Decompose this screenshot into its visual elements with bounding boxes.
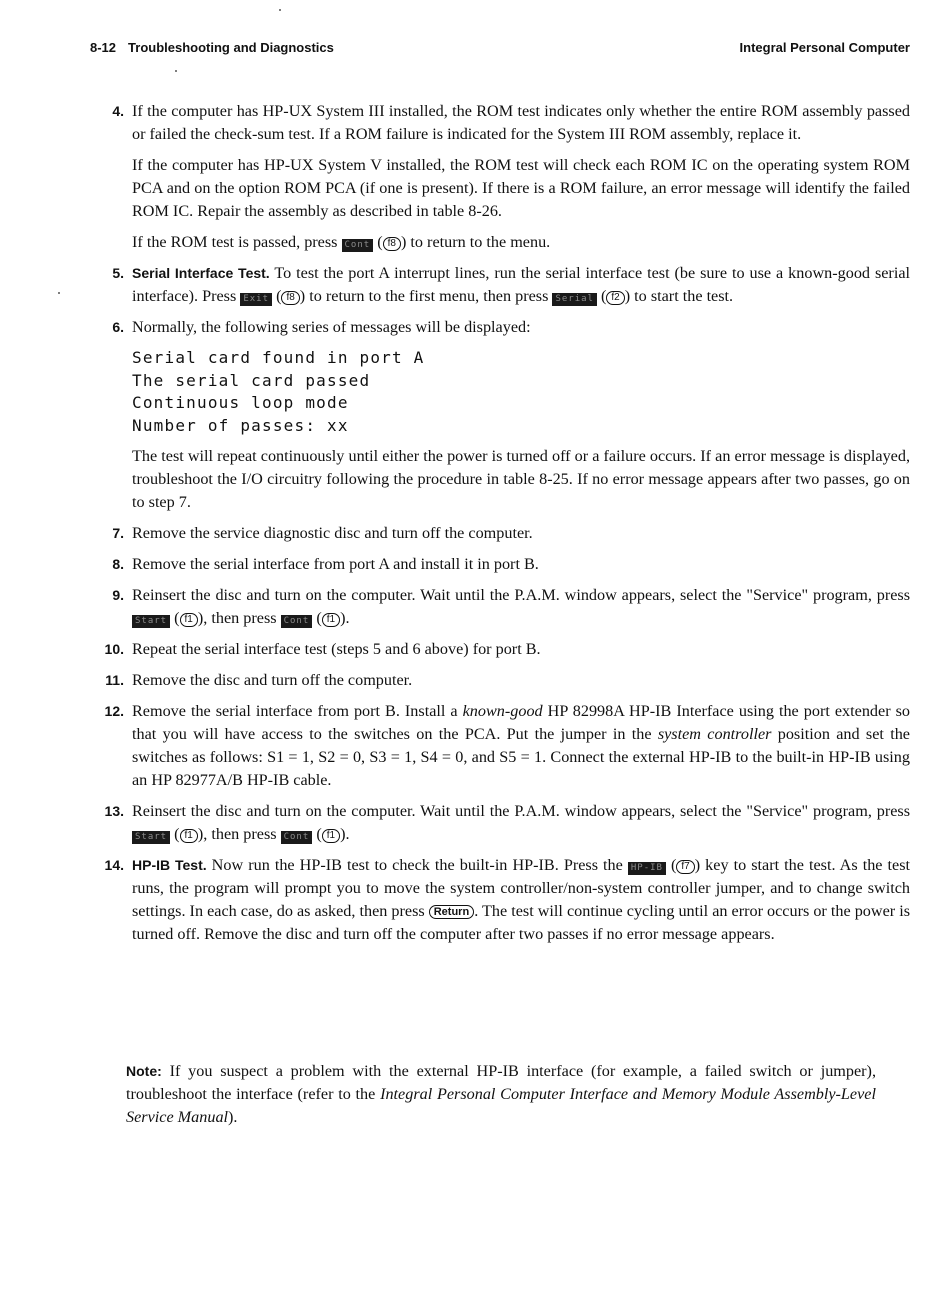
step-paragraph: Remove the service diagnostic disc and turn off the computer. bbox=[132, 524, 533, 542]
text-run: HP 82998A HP-IB Interface using the port extender so that you will have access to the switches on the PCA. Put the jumper in the bbox=[132, 702, 910, 743]
text-run: position and set the switches as follows: S1 = 1, S2 = 0, S3 = 1, S4 = 0, and S5 = 1. Connect the external HP-IB to the built-in HP-IB using an HP 82977A/B HP-IB cable. bbox=[132, 725, 910, 789]
step-number: 5. bbox=[112, 265, 124, 281]
step-11 bbox=[105, 669, 910, 692]
step-paragraph: If the computer has HP-UX System III installed, the ROM test indicates only whether the entire ROM assembly passed or failed the check-sum test. If a ROM failure is indicated for the System III ROM assembly, replace it. bbox=[132, 102, 910, 143]
text-run: ), then press bbox=[197, 825, 277, 843]
step-7 bbox=[112, 522, 910, 545]
manual-reference: Integral Personal Computer Interface and Memory Module Assembly-Level Service Manual bbox=[126, 1085, 876, 1126]
step-12 bbox=[104, 700, 910, 792]
note-block bbox=[126, 1060, 876, 1129]
step-paragraph bbox=[132, 262, 910, 308]
text-run: ( bbox=[596, 287, 607, 305]
fkey-f1: f1 bbox=[180, 613, 198, 627]
softkey-hpib: HP-IB bbox=[628, 862, 666, 875]
step-number: 9. bbox=[112, 587, 124, 603]
fkey-f1: f1 bbox=[180, 829, 198, 843]
scan-speck bbox=[58, 292, 60, 294]
text-run: ). bbox=[340, 825, 350, 843]
manual-title: Integral Personal Computer bbox=[739, 40, 910, 55]
fkey-f7: f7 bbox=[676, 860, 694, 874]
text-run: ) to start the test. bbox=[624, 287, 734, 305]
step-14 bbox=[104, 854, 910, 946]
softkey-start: Start bbox=[132, 615, 170, 628]
step-paragraph: Remove the serial interface from port A and install it in port B. bbox=[132, 555, 539, 573]
text-run: ( bbox=[170, 825, 180, 843]
step-paragraph bbox=[132, 800, 910, 846]
step-paragraph bbox=[132, 231, 910, 254]
step-paragraph: Repeat the serial interface test (steps 5 and 6 above) for port B. bbox=[132, 640, 541, 658]
section-title: Troubleshooting and Diagnostics bbox=[128, 40, 334, 55]
text-run: ) to return to the menu. bbox=[400, 233, 551, 251]
text-run: ( bbox=[312, 609, 322, 627]
text-run: Remove the serial interface from port B. Install a bbox=[132, 702, 463, 720]
step-8 bbox=[112, 553, 910, 576]
text-run: If you suspect a problem with the external HP-IB interface (for example, a failed switch or jumper), troubleshoot the interface (refer to the bbox=[126, 1062, 876, 1103]
text-run: ). bbox=[228, 1108, 238, 1126]
text-run: ( bbox=[272, 287, 282, 305]
step-paragraph bbox=[132, 584, 910, 630]
fkey-f1: f1 bbox=[322, 829, 340, 843]
page-header bbox=[90, 40, 910, 55]
text-run: ) to return to the first menu, then press bbox=[299, 287, 549, 305]
step-6 bbox=[112, 316, 910, 514]
step-number: 7. bbox=[112, 525, 124, 541]
return-key: Return bbox=[429, 905, 474, 919]
text-run: If the ROM test is passed, press bbox=[132, 233, 338, 251]
text-run: Reinsert the disc and turn on the computer. Wait until the P.A.M. window appears, select the "Service" program, press bbox=[132, 802, 910, 820]
step-paragraph: Normally, the following series of messages will be displayed: bbox=[132, 318, 531, 336]
softkey-start: Start bbox=[132, 831, 170, 844]
fkey-f8: f8 bbox=[281, 291, 299, 305]
step-number: 8. bbox=[112, 556, 124, 572]
step-number: 12. bbox=[104, 703, 124, 719]
softkey-cont: Cont bbox=[342, 239, 374, 252]
step-10 bbox=[104, 638, 910, 661]
softkey-cont: Cont bbox=[281, 831, 313, 844]
screen-line: The serial card passed bbox=[132, 370, 371, 390]
procedure-steps bbox=[104, 100, 910, 954]
step-number: 13. bbox=[104, 803, 124, 819]
text-run: ). bbox=[340, 609, 350, 627]
screen-line: Continuous loop mode bbox=[132, 393, 349, 412]
emphasis: known-good bbox=[462, 702, 543, 720]
header-left bbox=[90, 40, 334, 55]
text-run: ( bbox=[312, 825, 322, 843]
step-paragraph bbox=[132, 700, 910, 792]
text-run: ) key to start the test. As the test runs, the program will prompt you to move the system controller/non-system controller jumper, and to change switch settings. In each case, do as asked, then press bbox=[132, 856, 910, 920]
step-paragraph: Remove the disc and turn off the computer. bbox=[132, 671, 413, 689]
step-5 bbox=[112, 262, 910, 308]
step-title: HP-IB Test. bbox=[132, 857, 207, 873]
step-number: 4. bbox=[112, 103, 124, 119]
text-run: ( bbox=[373, 233, 383, 251]
softkey-serial: Serial bbox=[552, 293, 597, 306]
fkey-f8: f8 bbox=[383, 237, 401, 251]
fkey-f1: f1 bbox=[322, 613, 340, 627]
page-number: 8-12 bbox=[90, 40, 117, 55]
step-paragraph: If the computer has HP-UX System V installed, the ROM test will check each ROM IC on the operating system ROM PCA and on the option ROM PCA (if one is present). If there is a ROM failure, an error message will identify the failed ROM IC. Repair the assembly as described in table 8-26. bbox=[132, 156, 910, 220]
text-run: Now run the HP-IB test to check the built-in HP-IB. Press the bbox=[206, 856, 623, 874]
text-run: Reinsert the disc and turn on the computer. Wait until the P.A.M. window appears, select the "Service" program, press bbox=[132, 586, 910, 604]
screen-output bbox=[132, 347, 910, 437]
screen-line: Serial card found in port A bbox=[132, 348, 425, 367]
text-run: . The test will continue cycling until an error occurs or the power is turned off. Remove the disc and turn off the computer after two passes if no error message appears. bbox=[132, 902, 910, 943]
step-9 bbox=[112, 584, 910, 630]
text-run: ( bbox=[170, 609, 180, 627]
note-paragraph bbox=[126, 1060, 876, 1129]
text-run: ), then press bbox=[197, 609, 277, 627]
softkey-cont: Cont bbox=[281, 615, 313, 628]
scan-speck bbox=[175, 70, 177, 72]
text-run: ( bbox=[665, 856, 677, 874]
step-13 bbox=[104, 800, 910, 846]
step-number: 10. bbox=[104, 641, 124, 657]
step-title: Serial Interface Test. bbox=[132, 265, 270, 281]
step-paragraph bbox=[132, 854, 910, 946]
step-4 bbox=[112, 100, 910, 254]
step-number: 14. bbox=[104, 857, 124, 873]
step-number: 11. bbox=[105, 672, 124, 688]
softkey-exit: Exit bbox=[240, 293, 272, 306]
text-run: To test the port A interrupt lines, run the serial interface test (be sure to use a known-good serial interface). Press bbox=[132, 264, 910, 305]
note-label: Note: bbox=[126, 1063, 162, 1079]
screen-line: Number of passes: xx bbox=[132, 415, 349, 435]
fkey-f2: f2 bbox=[606, 291, 624, 305]
step-number: 6. bbox=[112, 319, 124, 335]
emphasis: system controller bbox=[657, 725, 772, 743]
scan-speck bbox=[279, 9, 281, 11]
step-paragraph: The test will repeat continuously until either the power is turned off or a failure occurs. If an error message is displayed, troubleshoot the I/O circuitry following the procedure in table 8-25. If no error message appears after two passes, go on to step 7. bbox=[132, 447, 910, 511]
